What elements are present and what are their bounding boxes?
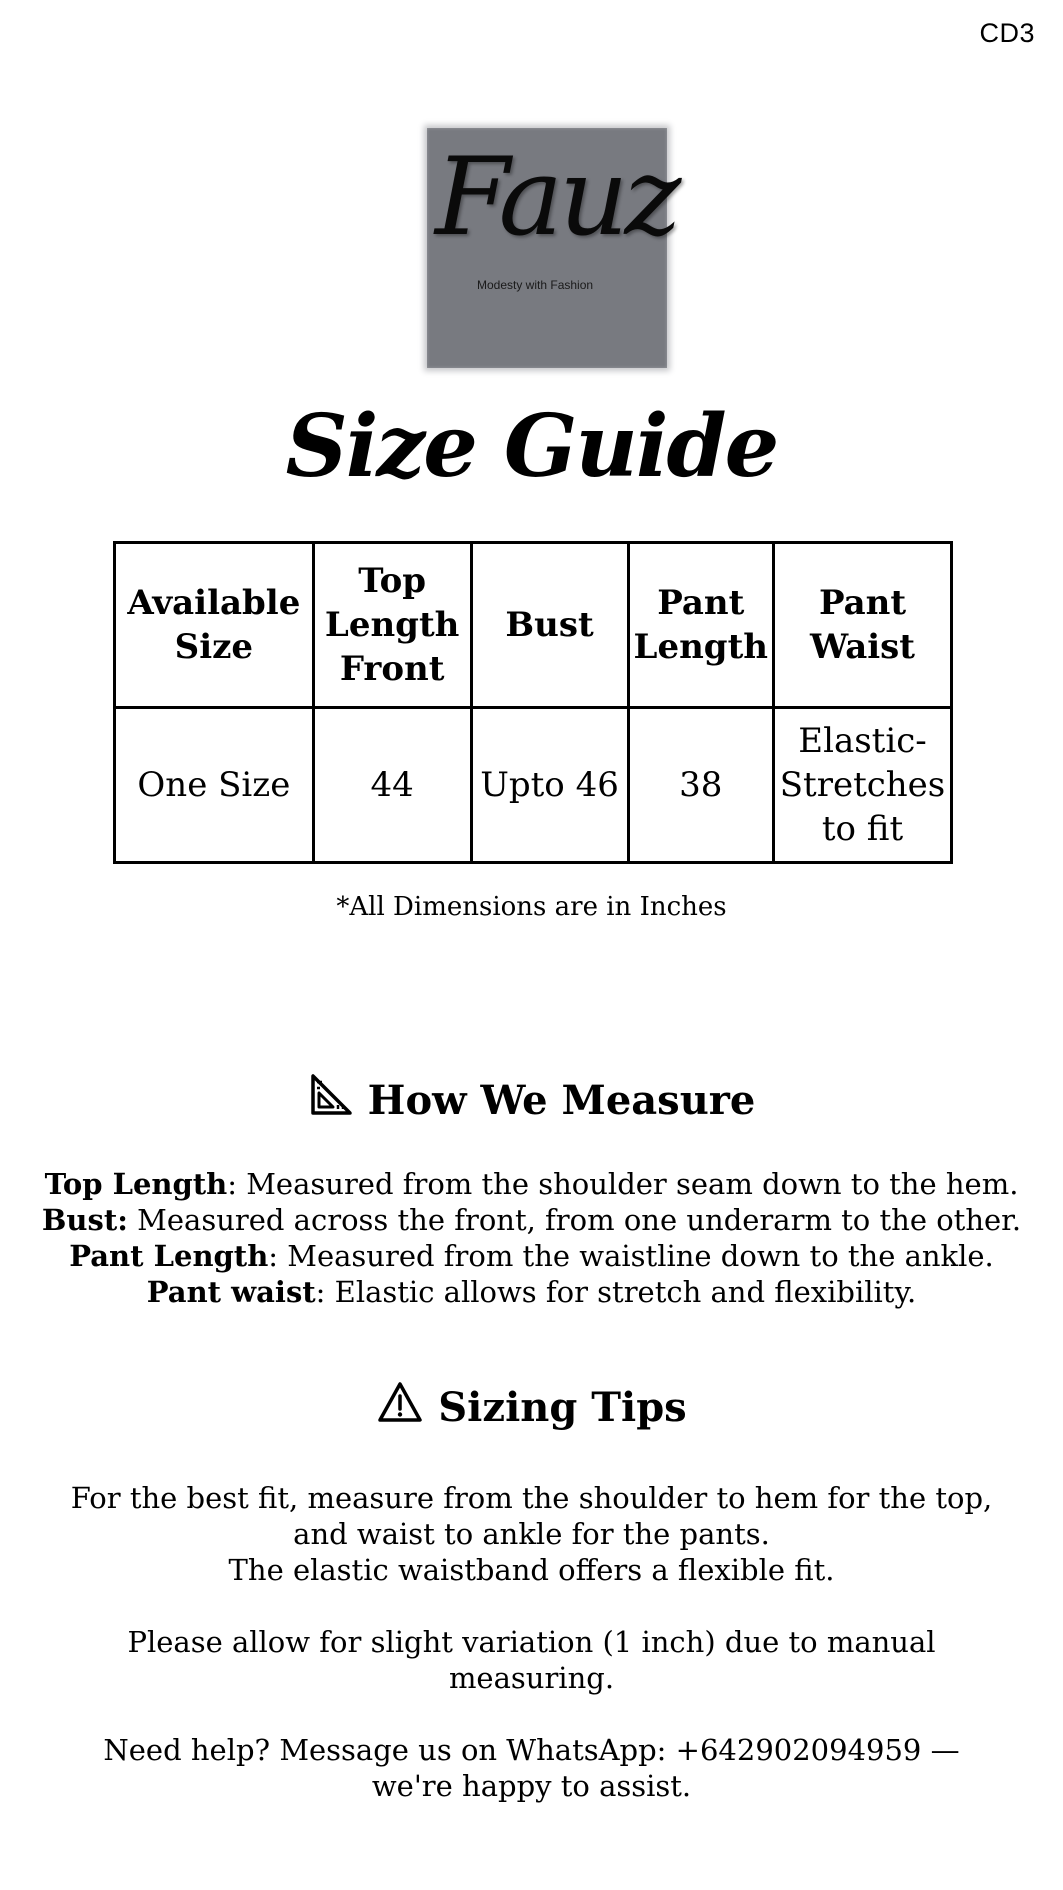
- tip-paragraph: For the best fit, measure from the shoulder to hem for the top, and waist to ankle for the pants.: [70, 1481, 993, 1551]
- list-item: [0, 1274, 1063, 1310]
- logo-tagline: Modesty with Fashion: [477, 278, 594, 292]
- measure-label: Pant waist: [146, 1275, 316, 1309]
- cell-pant-length: 38: [628, 708, 773, 863]
- tips-heading-text: Sizing Tips: [438, 1384, 687, 1431]
- measure-heading: [0, 1076, 1063, 1132]
- list-item: [0, 1202, 1063, 1238]
- warning-icon: [376, 1380, 424, 1434]
- measure-heading-text: How We Measure: [367, 1077, 756, 1124]
- list-item: [0, 1238, 1063, 1274]
- page-title: Size Guide: [285, 396, 778, 497]
- cell-available-size: One Size: [115, 708, 314, 863]
- cell-pant-waist: Elastic-Stretches to fit: [774, 708, 952, 863]
- header-top-length-front: Top Length Front: [313, 543, 471, 708]
- tip-paragraph: The elastic waistband offers a flexible fit.: [228, 1553, 835, 1587]
- measure-text: : Elastic allows for stretch and flexibility.: [315, 1275, 917, 1309]
- tip-paragraph: Please allow for slight variation (1 inch) due to manual measuring.: [127, 1625, 936, 1695]
- table-row: [115, 708, 952, 863]
- measure-label: Top Length: [44, 1167, 228, 1201]
- header-pant-waist: Pant Waist: [774, 543, 952, 708]
- measure-list: [0, 1166, 1063, 1310]
- ruler-triangle-icon: [308, 1072, 354, 1128]
- size-table: [113, 541, 953, 864]
- header-bust: Bust: [471, 543, 628, 708]
- dimensions-note: *All Dimensions are in Inches: [336, 892, 727, 922]
- brand-logo: [427, 128, 678, 368]
- help-contact: Need help? Message us on WhatsApp: +642902094959 — we're happy to assist.: [103, 1733, 960, 1803]
- logo-wordmark: Fauz: [435, 135, 678, 260]
- tips-block: [60, 1480, 1003, 1804]
- cell-bust: Upto 46: [471, 708, 628, 863]
- header-available-size: Available Size: [115, 543, 314, 708]
- measure-text: : Measured from the shoulder seam down to the hem.: [227, 1167, 1019, 1201]
- header-pant-length: Pant Length: [628, 543, 773, 708]
- measure-text: : Measured from the waistline down to the ankle.: [268, 1239, 994, 1273]
- list-item: [0, 1166, 1063, 1202]
- product-code: CD3: [979, 18, 1035, 48]
- tips-heading: [0, 1384, 1063, 1438]
- measure-label: Pant Length: [69, 1239, 269, 1273]
- table-header-row: [115, 543, 952, 708]
- measure-label: Bust:: [41, 1203, 128, 1237]
- cell-top-length-front: 44: [313, 708, 471, 863]
- measure-text: Measured across the front, from one underarm to the other.: [127, 1203, 1022, 1237]
